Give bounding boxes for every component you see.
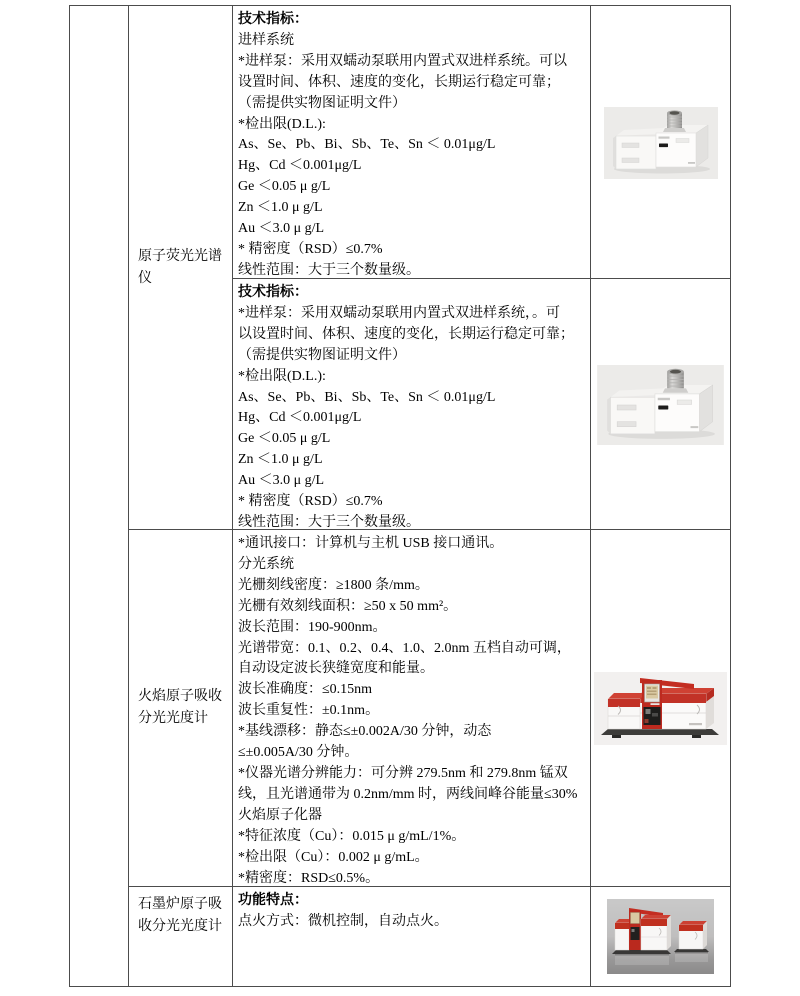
spec-block-graphite (233, 888, 590, 985)
row-label-flame-aas (129, 530, 232, 886)
spec-line: 波长准确度：≤0.15nm (238, 682, 373, 698)
spec-line: Hg、Cd ＜0.001μg/L (238, 158, 362, 174)
spec-line: 分光系统 (238, 556, 294, 572)
spec-line: *检出限(D.L.): (238, 116, 326, 132)
spec-line: 波长重复性：±0.1nm。 (238, 703, 380, 719)
spec-line: As、Se、Pb、Bi、Sb、Te、Sn ＜ 0.01μg/L (238, 137, 496, 153)
spec-line: *检出限（Cu）：0.002 μ g/mL。 (238, 849, 429, 865)
spec-line: *基线漂移：静态≤±0.002A/30 分钟，动态 (238, 724, 492, 740)
spec-line: *进样泵：采用双蠕动泵联用内置式双进样系统，。可 (238, 305, 560, 321)
photo-cell-graphite-aas (591, 888, 730, 985)
spec-line: 自动设定波长狭缝宽度和能量。 (238, 661, 434, 677)
spec-line: 光栅有效刻线面积：≥50 x 50 mm²。 (238, 598, 458, 614)
spec-block-afs-2 (233, 280, 590, 529)
spec-block-flame (233, 531, 590, 886)
spec-line: *仪器光谱分辨能力：可分辨 279.5nm 和 279.8nm 锰双 (238, 765, 568, 781)
spec-line: （需提供实物图证明文件） (238, 347, 406, 363)
row-label-text: 石墨炉原子吸收分光光度计 (138, 897, 222, 934)
spec-line: 光谱带宽：0.1、0.2、0.4、1.0、2.0nm 五档自动可调， (238, 640, 571, 656)
spec-line: *精密度：RSD≤0.5%。 (238, 870, 380, 886)
photo-cell-flame-aas (591, 531, 730, 886)
spec-line: *进样泵：采用双蠕动泵联用内置式双进样系统。可以 (238, 53, 567, 69)
photo-cell-afs-2 (591, 280, 730, 529)
spec-line: * 精密度（RSD）≤0.7% (238, 494, 383, 510)
row-label-graphite-aas (129, 887, 232, 986)
spec-line: Au ＜3.0 μ g/L (238, 473, 325, 489)
spec-line: 以设置时间、体积、速度的变化，长期运行稳定可靠； (238, 326, 574, 342)
spec-block-title: 技术指标： (238, 12, 308, 27)
spec-line: As、Se、Pb、Bi、Sb、Te、Sn ＜ 0.01μg/L (238, 389, 496, 405)
spec-line: （需提供实物图证明文件） (238, 95, 406, 111)
photo-cell-afs-1 (591, 7, 730, 278)
spec-line: *检出限(D.L.): (238, 368, 326, 384)
row-label-atomic-fluorescence (129, 6, 232, 529)
spec-line: 设置时间、体积、速度的变化，长期运行稳定可靠； (238, 74, 560, 90)
spec-line: Zn ＜1.0 μ g/L (238, 452, 323, 468)
graphite-furnace-atomic-absorption-spectrophotometer-photo (607, 899, 714, 974)
spec-line: Hg、Cd ＜0.001μg/L (238, 410, 362, 426)
spec-line: Au ＜3.0 μ g/L (238, 221, 325, 237)
spec-line: *特征浓度（Cu）：0.015 μ g/mL/1%。 (238, 828, 466, 844)
spec-line: 线性范围：大于三个数量级。 (238, 262, 420, 278)
spec-line: 线性范围：大于三个数量级。 (238, 514, 420, 529)
row-label-text: 火焰原子吸收分光光度计 (138, 689, 222, 726)
atomic-fluorescence-spectrometer-photo (597, 365, 724, 445)
spec-block-afs-1 (233, 7, 590, 278)
flame-atomic-absorption-spectrophotometer-photo (594, 672, 727, 745)
spec-line: Ge ＜0.05 μ g/L (238, 431, 331, 447)
spec-line: * 精密度（RSD）≤0.7% (238, 241, 383, 257)
spec-line: *通讯接口：计算机与主机 USB 接口通讯。 (238, 536, 504, 551)
spec-line: 进样系统 (238, 32, 294, 48)
spec-line: ≤±0.005A/30 分钟。 (238, 745, 359, 761)
spec-line: 点火方式：微机控制，自动点火。 (238, 913, 448, 929)
instrument-spec-table (69, 5, 731, 987)
spec-line: Zn ＜1.0 μ g/L (238, 200, 323, 216)
spec-line: 光栅刻线密度：≥1800 条/mm。 (238, 577, 429, 593)
spec-line: 线，且光谱通带为 0.2nm/mm 时，两线间峰谷能量≤30% (238, 786, 578, 802)
spec-line: 波长范围：190-900nm。 (238, 619, 387, 635)
row-label-text: 原子荧光光谱仪 (138, 248, 222, 286)
spec-block-title: 技术指标： (238, 285, 308, 300)
spec-block-title: 功能特点： (238, 893, 308, 908)
spec-line: Ge ＜0.05 μ g/L (238, 179, 331, 195)
atomic-fluorescence-spectrometer-photo (604, 107, 718, 179)
table-border-horizontal-1 (232, 278, 730, 279)
spec-line: 火焰原子化器 (238, 807, 322, 823)
